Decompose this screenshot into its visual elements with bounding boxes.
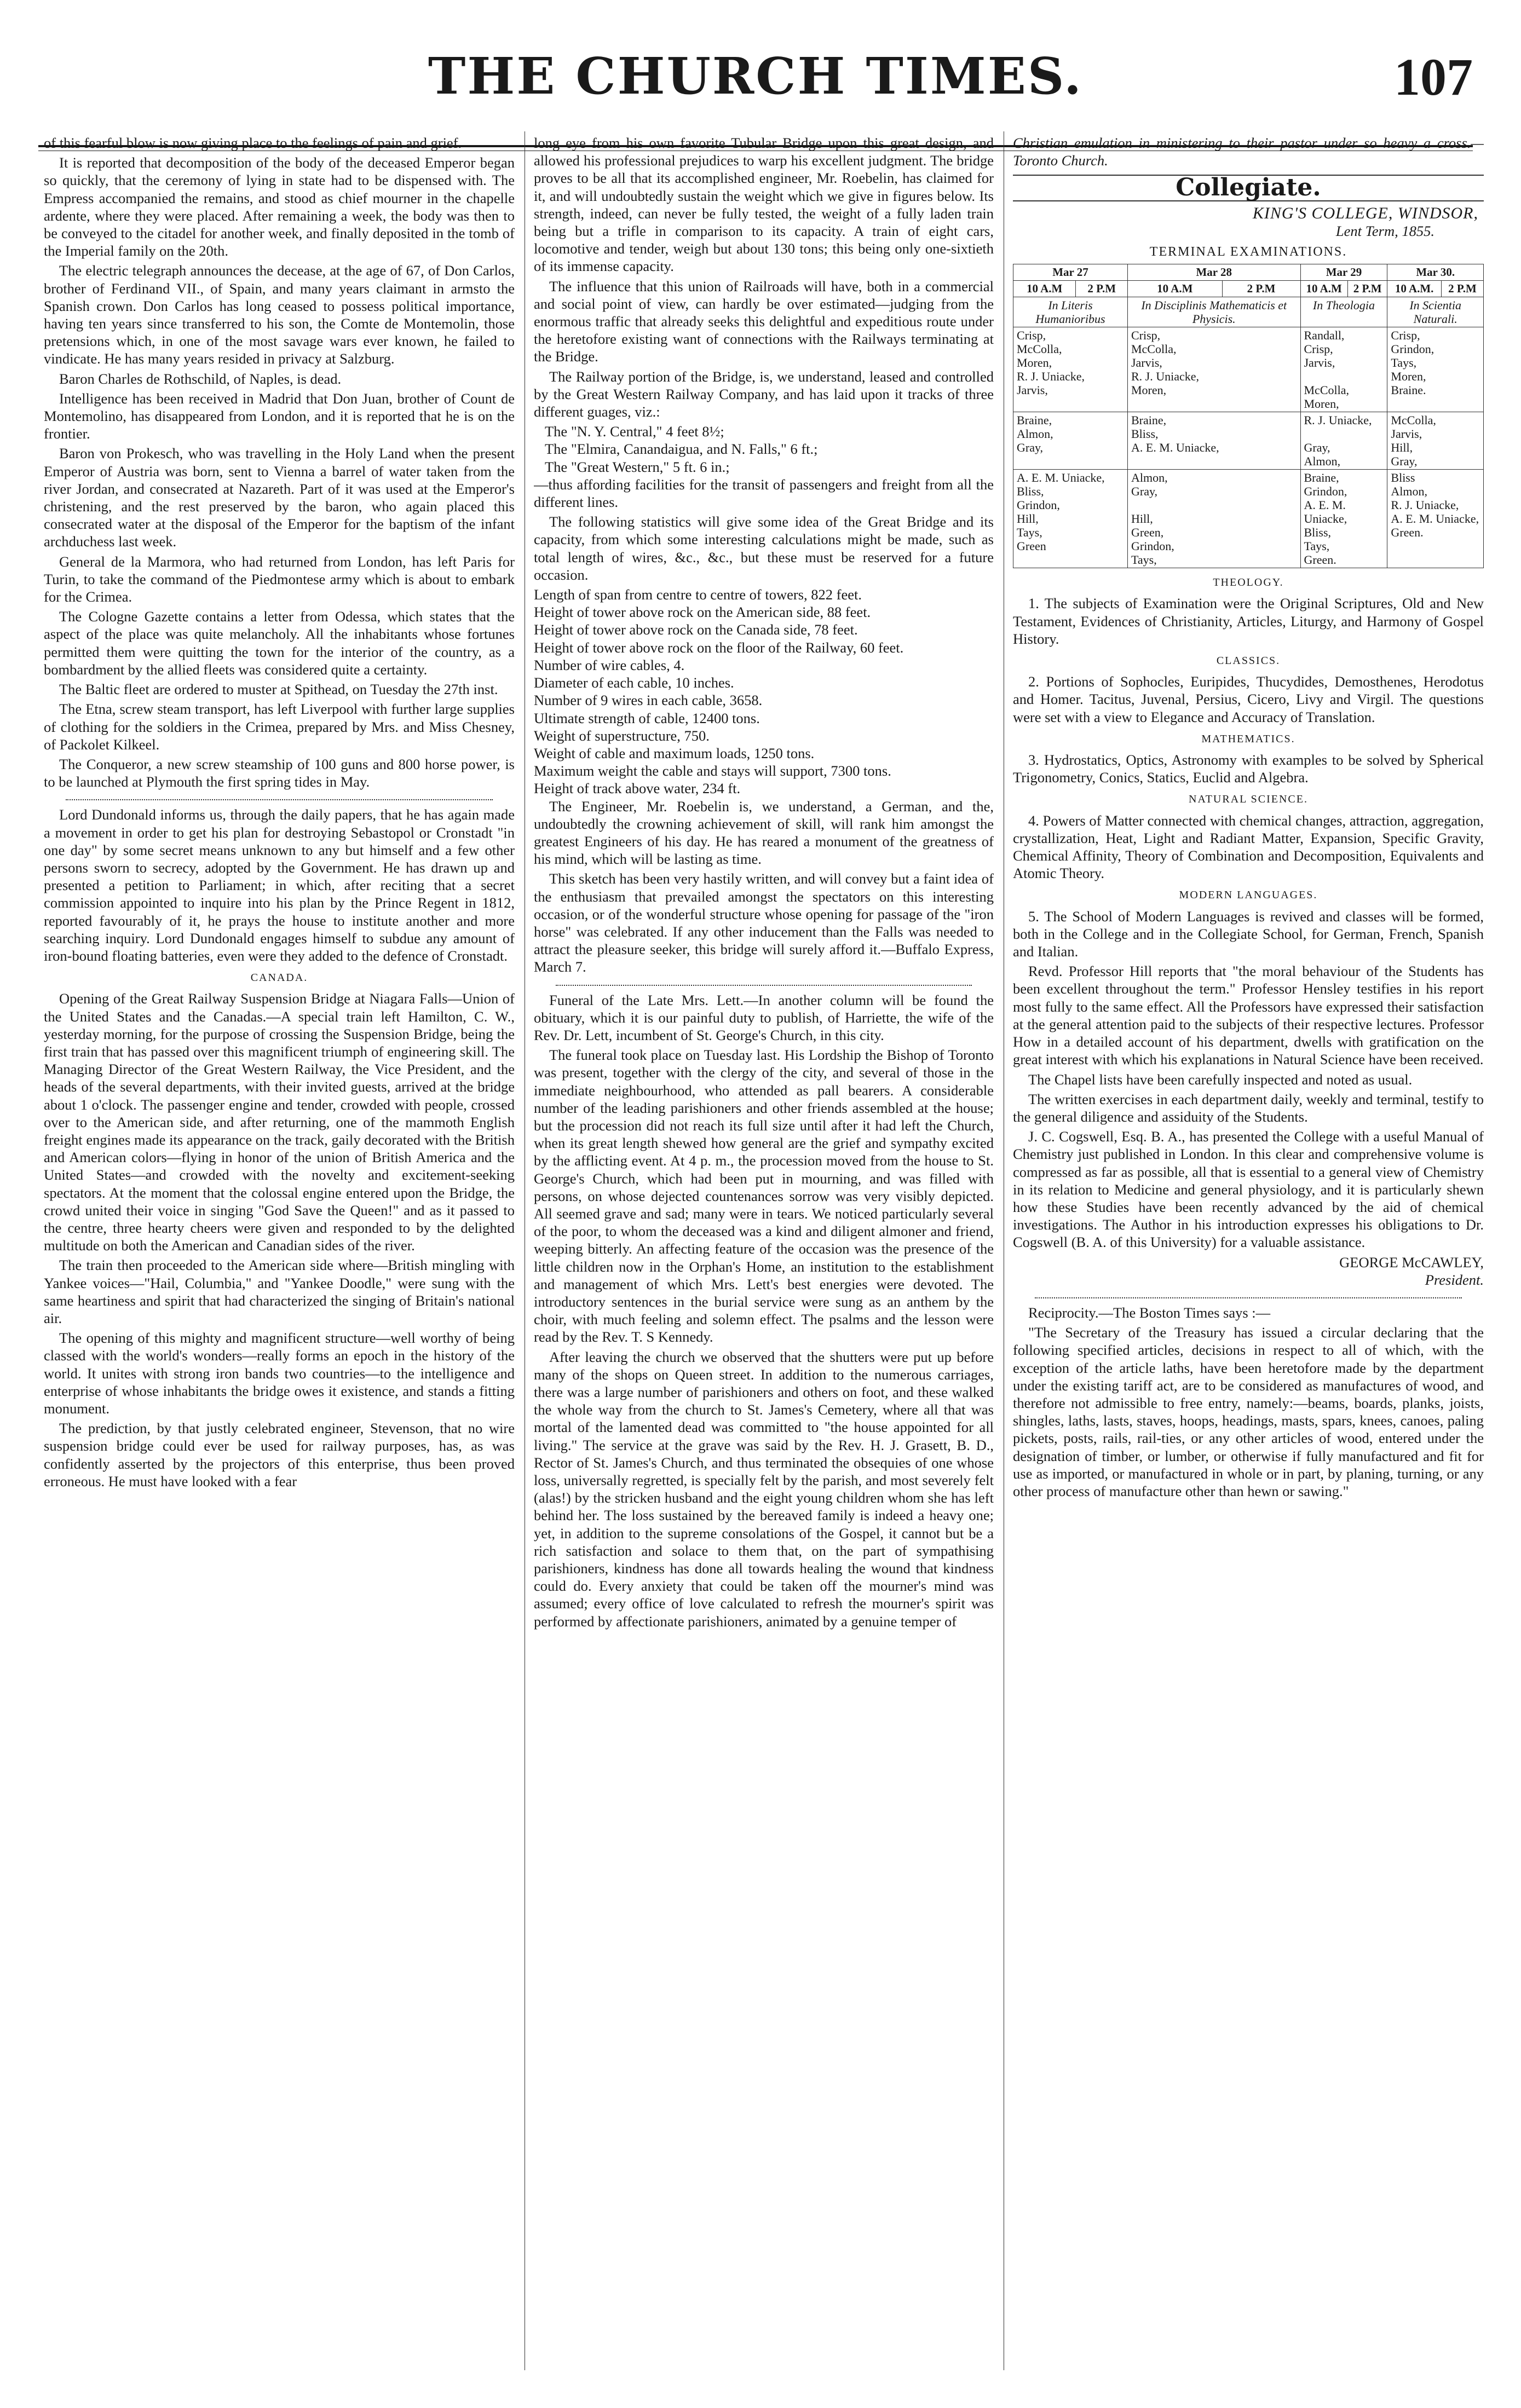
- student-name: Tays,: [1017, 526, 1042, 540]
- article-text: Christian emulation in ministering to their pastor under so heavy a cross.—Toronto Church.: [1013, 135, 1484, 169]
- article-separator: [66, 794, 493, 800]
- student-name: McColla,: [1304, 383, 1349, 397]
- section-heading: MODERN LANGUAGES.: [1179, 889, 1318, 902]
- student-name: R. J. Uniacke,: [1017, 369, 1085, 384]
- article-text: Number of wire cables, 4.: [534, 656, 685, 673]
- student-name: Bliss,: [1131, 427, 1159, 441]
- article-text: It is reported that decomposition of the body of the deceased Emperor began so quickly, that the ceremony of lying in state had to be dispensed with. The Empress accompanied the remains, and stood as chief mourner in the chapelle ardente, where they were placed. After remaining a week, the body was then to be conveyed to the citadel for another week, and finally deposited in the tomb of the Imperial family on the 20th.: [44, 154, 515, 259]
- article-text: President.: [1425, 1271, 1484, 1288]
- article-text: of this fearful blow is now giving place to the feelings of pain and grief.: [44, 135, 462, 151]
- student-name: R. J. Uniacke,: [1131, 369, 1200, 384]
- student-name: Bliss: [1391, 471, 1415, 485]
- article-text: Maximum weight the cable and stays will support, 7300 tons.: [534, 763, 891, 779]
- table-subject-cell: In Disciplinis Mathematicis et Physicis.: [1127, 297, 1300, 327]
- table-subject-cell: In Theologia: [1300, 297, 1387, 327]
- article-text: Lord Dundonald informs us, through the daily papers, that he has again made a movement in order to get his plan for destroying Sebastopol or Cronstadt "in one day" by some secret means unknown to any but himself and a few other persons sworn to secrecy, adopted by the Government. He has drawn up and presented a petition to Parliament; in which, after reciting that a secret commission appointed to inquire into his plan by the Prince Regent in 1812, reported favourably of it, he prays the house to institute another and more searching inquiry. Lord Dundonald engages himself to subdue any amount of iron-bound floating batteries, even were they added to the defence of Cronstadt.: [44, 806, 515, 964]
- article-text: The funeral took place on Tuesday last. His Lordship the Bishop of Toronto was present, together with the clergy of the city, and several of those in the immediate neighbourhood, who attended as pall bearers. A considerable number of the leading parishioners and other friends assembled at the house; but the procession did not reach its full size until after it had left the Church, when its great length shewed how general are the grief and sympathy excited by the afflicting event. At 4 p. m., the procession moved from the house to St. George's Church, which had been put in mourning, and was filled with persons, on whose dejected countenances sorrow was very visibly depicted. All seemed grave and sad; many were in tears. We noticed particularly several of the poor, to whom the deceased was a kind and diligent almoner and friend, weeping bitterly. An affecting feature of the occasion was the presence of the little children now in the Orphan's Home, an institution to the establishment and management of which Mrs. Lett's best energies were devoted. The introductory sentences in the burial service were sung as an anthem by the choir, with much feeling and solemn effect. The psalms and the lesson were read by the Rev. T. S Kennedy.: [534, 1047, 994, 1346]
- student-name: Braine,: [1017, 413, 1052, 428]
- table-date-cell: Mar 30.: [1387, 264, 1484, 281]
- student-name: McColla,: [1017, 342, 1062, 356]
- article-text: Height of tower above rock on the floor of the Railway, 60 feet.: [534, 639, 904, 656]
- student-name: Gray,: [1391, 454, 1418, 469]
- college-name: KING'S COLLEGE, WINDSOR,: [1252, 204, 1478, 222]
- student-name: Grindon,: [1017, 498, 1060, 512]
- student-name: Crisp,: [1017, 328, 1046, 343]
- section-heading: THEOLOGY.: [1213, 576, 1284, 589]
- student-name: Moren,: [1017, 356, 1052, 370]
- student-name: Green,: [1131, 526, 1164, 540]
- student-name: Grindon,: [1131, 539, 1174, 553]
- article-text: The train then proceeded to the American side where—British mingling with Yankee voices—"Hail, Columbia," and "Yankee Doodle," were sung with the same heartiness and spirit that had characterized the singing of Britain's national air.: [44, 1257, 515, 1326]
- article-text: The prediction, by that justly celebrated engineer, Stevenson, that no wire suspension bridge could ever be used for railway purposes, has, as was confidently asserted by the projectors of this enterprise, thus been proved erroneous. He must have looked with a fear: [44, 1420, 515, 1489]
- table-time-cell: 10 A.M.: [1387, 281, 1441, 297]
- student-name: Bliss,: [1304, 526, 1332, 540]
- student-name: Gray,: [1017, 441, 1044, 455]
- article-text: 1. The subjects of Examination were the Original Scriptures, Old and New Testament, Evidences of Christianity, Articles, Liturgy, and Harmony of Gospel History.: [1013, 595, 1484, 647]
- article-text: Ultimate strength of cable, 12400 tons.: [534, 709, 760, 726]
- table-subject-cell: In Literis Humanioribus: [1013, 297, 1128, 327]
- article-text: J. C. Cogswell, Esq. B. A., has presented the College with a useful Manual of Chemistry just published in London. In this clear and comprehensive volume is compressed as far as possible, all that is essential to a general view of Chemistry in its relation to Medicine and general physiology, and it is particularly shewn how these Studies have been recently advanced by the aid of chemical investigations. The Author in his introduction expresses his obligations to Dr. Cogswell (B. A. of this University) for a valuable assistance.: [1013, 1128, 1484, 1251]
- student-name: Almon,: [1017, 427, 1053, 441]
- section-heading: CANADA.: [250, 972, 308, 984]
- table-row: [1013, 412, 1484, 470]
- student-name: [1304, 369, 1384, 383]
- student-name: Moren,: [1391, 369, 1426, 384]
- table-date-cell: Mar 29: [1300, 264, 1387, 281]
- article-text: The Etna, screw steam transport, has left Liverpool with further large supplies of clothing for the soldiers in the Crimea, prepared by Mrs. and Miss Chesney, of Packolet Kilkeel.: [44, 701, 515, 753]
- article-text: long eye from his own favorite Tubular Bridge upon this great design, and allowed his professional prejudices to warp his excellent judgment. The bridge proves to be all that its accomplished engineer, Mr. Roebelin, has claimed for it, and will undoubtedly sustain the weight which we give in figures below. Its strength, indeed, can never be fully tested, the weight of a fully laden train being but a trifle in comparison to its capacity. A train of eight cars, locomotive and tender, weigh but about 130 tons; this being only one-sixtieth of its immense capacity.: [534, 135, 994, 275]
- article-text: The Baltic fleet are ordered to muster at Spithead, on Tuesday the 27th inst.: [59, 681, 498, 698]
- student-name: Crisp,: [1391, 328, 1420, 343]
- student-name: Tays,: [1304, 539, 1330, 553]
- table-time-cell: 2 P.M: [1347, 281, 1387, 297]
- student-name: Green.: [1304, 553, 1336, 567]
- article-text: Baron von Prokesch, who was travelling in the Holy Land when the present Emperor of Austria was born, sent to Vienna a barrel of water taken from the river Jordan, and consecrated at Nazareth. Part of it was used at the Emperor's christening, and the rest preserved by the baron, who again placed this consecrated water at the disposal of the Emperor for the baptism of the infant archduchess last week.: [44, 445, 515, 550]
- exam-groups: [1013, 327, 1484, 568]
- article-text: 4. Powers of Matter connected with chemical changes, attraction, aggregation, crystallization, Heat, Light and Radiant Matter, Expansion, Specific Gravity, Chemical Affinity, Theory of Combination and Decomposition, Equivalents and Atomic Theory.: [1013, 812, 1484, 882]
- table-date-cell: Mar 28: [1127, 264, 1300, 281]
- article-text: This sketch has been very hastily written, and will convey but a faint idea of the enthusiasm that prevailed amongst the spectators on this interesting occasion, or of the wonderful structure whose opening for passage of the "iron horse" was celebrated. If any other inducement than the Falls was needed to attract the pleasure seeker, this bridge will surely afford it.—Buffalo Express, March 7.: [534, 870, 994, 975]
- article-text: Height of tower above rock on the American side, 88 feet.: [534, 604, 871, 621]
- student-name: Hill,: [1017, 512, 1039, 526]
- student-name: A. E. M. Uniacke,: [1304, 498, 1347, 526]
- article-text: —thus affording facilities for the transit of passengers and freight from all the different lines.: [534, 476, 994, 511]
- student-name: Crisp,: [1304, 342, 1333, 356]
- article-text: The written exercises in each department daily, weekly and terminal, testify to the general diligence and assiduity of the Students.: [1013, 1090, 1484, 1125]
- article-text: General de la Marmora, who had returned from London, has left Paris for Turin, to take the command of the Piedmontese army which is about to embark for the Crimea.: [44, 553, 515, 605]
- article-separator: [556, 979, 972, 986]
- student-name: R. J. Uniacke,: [1304, 413, 1372, 428]
- article-text: Diameter of each cable, 10 inches.: [534, 674, 734, 691]
- table-cell: [1387, 327, 1484, 412]
- article-text: Revd. Professor Hill reports that "the moral behaviour of the Students has been excellent throughout the term." Professor Hensley testifies in his report most fully to the same effect. All the Professors have expressed their satisfaction at the general attention paid to the subjects of their respective lectures. Professor How in a detailed account of his department, dwells with gratification on the great interest with which his explanations in Natural Science have been received.: [1013, 963, 1484, 1068]
- article-text: The electric telegraph announces the decease, at the age of 67, of Don Carlos, brother of Ferdinand VII., of Spain, and many years claimant in armsto the Spanish crown. Don Carlos has long ceased to possess political importance, having ten years since transferred to his son, the Comte de Montemolin, those pretensions which, in one of the most savage wars ever known, he failed to vindicate. He has many years resided in privacy at Salzburg.: [44, 262, 515, 367]
- student-name: Hill,: [1131, 512, 1153, 526]
- student-name: Braine,: [1304, 471, 1339, 485]
- article-text: Height of tower above rock on the Canada side, 78 feet.: [534, 621, 858, 638]
- column-2: [534, 134, 994, 2367]
- article-separator: [1035, 1292, 1462, 1298]
- student-name: Gray,: [1304, 441, 1330, 455]
- section-heading: NATURAL SCIENCE.: [1189, 793, 1308, 806]
- student-name: Braine.: [1391, 383, 1426, 397]
- article-text: Opening of the Great Railway Suspension Bridge at Niagara Falls—Union of the United States and the Canadas.—A special train left Hamilton, C. W., yesterday morning, for the purpose of crossing the Suspension Bridge, being the first train that has passed over this magnificent triumph of engineering skill. The Managing Director of the Great Western Railway, the Vice President, and the heads of the several departments, with their invited guests, arrived at the bridge about 1 o'clock. The passenger engine and tender, crowded with people, crossed over to the American side, and after returning, one of the mammoth English freight engines made its appearance on the track, gaily decorated with the British and American colors—flying in honor of the union of British America and the United States—and crowded with the novelty and excitement-seeking spectators. At the moment that the colossal engine entered upon the Bridge, the crowd united their voice in singing "God Save the Queen!" and as it passed to the centre, three hearty cheers were given and responded to by the delighted multitude on both the American and Canadian sides of the river.: [44, 990, 515, 1254]
- table-cell: [1013, 412, 1128, 470]
- table-cell: [1127, 470, 1300, 568]
- table-subject-cell: In Scientia Naturali.: [1387, 297, 1484, 327]
- student-name: Grindon,: [1391, 342, 1434, 356]
- article-text: Funeral of the Late Mrs. Lett.—In another column will be found the obituary, which it is our painful duty to publish, of Harriette, the wife of the Rev. Dr. Lett, incumbent of St. George's Church, in this city.: [534, 991, 994, 1043]
- table-cell: [1387, 470, 1484, 568]
- article-text: The "Great Western," 5 ft. 6 in.;: [545, 458, 730, 475]
- table-cell: [1013, 327, 1128, 412]
- article-text: Weight of superstructure, 750.: [534, 727, 710, 744]
- section-heading: MATHEMATICS.: [1201, 732, 1295, 745]
- article-text: The "Elmira, Canandaigua, and N. Falls," 6 ft.;: [545, 441, 818, 458]
- article-text: The Railway portion of the Bridge, is, we understand, leased and controlled by the Great Western Railway Company, and has laid upon it tracks of three different guages, viz.:: [534, 368, 994, 420]
- student-name: A. E. M. Uniacke,: [1391, 512, 1479, 526]
- student-name: Almon,: [1131, 471, 1168, 485]
- article-text: 3. Hydrostatics, Optics, Astronomy with examples to be solved by Spherical Trigonometry, Conics, Statics, Euclid and Algebra.: [1013, 752, 1484, 786]
- student-name: A. E. M. Uniacke,: [1131, 441, 1219, 455]
- student-name: [1304, 427, 1384, 441]
- student-name: Green: [1017, 539, 1046, 553]
- student-name: A. E. M. Uniacke,: [1017, 471, 1105, 485]
- article-text: Reciprocity.—The Boston Times says :—: [1028, 1304, 1271, 1321]
- table-time-cell: 10 A.M: [1127, 281, 1222, 297]
- masthead: [38, 47, 1473, 123]
- student-name: Jarvis,: [1391, 427, 1422, 441]
- student-name: McColla,: [1391, 413, 1436, 428]
- student-name: R. J. Uniacke,: [1391, 498, 1459, 512]
- table-time-cell: 2 P.M: [1441, 281, 1483, 297]
- student-name: Moren,: [1304, 397, 1339, 411]
- exam-heading: TERMINAL EXAMINATIONS.: [1149, 245, 1347, 259]
- article-text: "The Secretary of the Treasury has issued a circular declaring that the following specified articles, decisions in respect to all of which, with the exception of the article laths, have been heretofore made by the department under the existing tariff act, are to be considered as manufactures of wood, and therefore not admissible to free entry, namely:—beams, boards, planks, joists, shingles, laths, lasts, staves, hoops, headings, masts, spars, knees, canoes, paling pickets, posts, rails, rail-ties, or any other articles of wood, entered under the designation of timber, or lumber, or otherwise if fully manufactured and fit for use as imported, or manufactured in whole or in part, by planing, turning, or any other process of manufacture other than hewn or sawing.": [1013, 1324, 1484, 1499]
- table-cell: [1387, 412, 1484, 470]
- table-cell: [1127, 412, 1300, 470]
- student-name: Randall,: [1304, 328, 1345, 343]
- section-heading: CLASSICS.: [1216, 655, 1281, 667]
- student-name: Hill,: [1391, 441, 1413, 455]
- article-text: Baron Charles de Rothschild, of Naples, is dead.: [59, 370, 342, 387]
- table-row: [1013, 327, 1484, 412]
- table-cell: [1013, 470, 1128, 568]
- table-date-cell: Mar 27: [1013, 264, 1128, 281]
- student-name: Green.: [1391, 526, 1424, 540]
- article-text: Weight of cable and maximum loads, 1250 tons.: [534, 744, 815, 761]
- exam-schedule-table: [1013, 264, 1484, 568]
- newspaper-title: THE CHURCH TIMES.: [428, 47, 1084, 106]
- table-time-cell: 10 A.M: [1300, 281, 1347, 297]
- article-text: The opening of this mighty and magnificent structure—well worthy of being classed with the world's wonders—really forms an epoch in the history of the world. It unites with strong iron bands two countries—to the intelligence and enterprise of whose inhabitants the bridge owes it existence, and stands a fitting monument.: [44, 1330, 515, 1417]
- student-name: Almon,: [1391, 484, 1428, 499]
- column-3-articles: [1013, 574, 1484, 1500]
- table-time-cell: 2 P.M: [1222, 281, 1300, 297]
- student-name: Moren,: [1131, 383, 1167, 397]
- student-name: Jarvis,: [1131, 356, 1162, 370]
- article-text: The Engineer, Mr. Roebelin is, we understand, a German, and the, undoubtedly the crowning achievement of skill, will rank him amongst the greatest Engineers of his day. He has reared a monument of the greatness of his mind, which will be lasting as time.: [534, 798, 994, 868]
- article-text: The Conqueror, a new screw steamship of 100 guns and 800 horse power, is to be launched at Plymouth the first spring tides in May.: [44, 755, 515, 790]
- article-text: The Cologne Gazette contains a letter from Odessa, which states that the aspect of the place was quite melancholy. All the inhabitants whose fortunes permitted them were quitting the town for the interior of the country, as a bombardment by the allied fleets was considered quite a certainty.: [44, 608, 515, 678]
- article-text: 2. Portions of Sophocles, Euripides, Thucydides, Demosthenes, Herodotus and Homer. Tacitus, Juvenal, Persius, Cicero, Livy and Virgil. The questions were set with a view to Elegance and Accuracy of Translation.: [1013, 673, 1484, 725]
- term-label: Lent Term, 1855.: [1335, 222, 1434, 239]
- student-name: Tays,: [1391, 356, 1417, 370]
- table-cell: [1300, 470, 1387, 568]
- table-cell: [1300, 327, 1387, 412]
- article-text: The "N. Y. Central," 4 feet 8½;: [545, 423, 724, 440]
- article-text: GEORGE McCAWLEY,: [1339, 1254, 1484, 1271]
- table-row: [1013, 470, 1484, 568]
- table-cell: [1300, 412, 1387, 470]
- article-text: 5. The School of Modern Languages is revived and classes will be formed, both in the College and in the Collegiate School, for German, French, Spanish and Italian.: [1013, 908, 1484, 960]
- student-name: Gray,: [1131, 484, 1158, 499]
- article-text: The Chapel lists have been carefully inspected and noted as usual.: [1028, 1071, 1413, 1088]
- page-number: 107: [1394, 48, 1473, 106]
- article-text: Number of 9 wires in each cable, 3658.: [534, 692, 763, 709]
- table-cell: [1127, 327, 1300, 412]
- table-time-cell: 2 P.M: [1076, 281, 1128, 297]
- student-name: Crisp,: [1131, 328, 1161, 343]
- article-text: The influence that this union of Railroads will have, both in a commercial and social point of view, can hardly be over estimated—judging from the enormous traffic that already seeks this delightful and expeditious route under the heretofore existing want of connections with the Railways terminating at the Bridge.: [534, 278, 994, 365]
- student-name: Jarvis,: [1017, 383, 1048, 397]
- column-3: [1013, 134, 1484, 2367]
- student-name: Bliss,: [1017, 484, 1044, 499]
- section-heading-collegiate: Collegiate.: [1013, 175, 1484, 201]
- student-name: Jarvis,: [1304, 356, 1335, 370]
- article-text: Intelligence has been received in Madrid that Don Juan, brother of Count de Montemolino, has disappeared from London, and it is reported that he is on the frontier.: [44, 390, 515, 442]
- student-name: [1131, 498, 1297, 512]
- student-name: McColla,: [1131, 342, 1177, 356]
- article-text: Height of track above water, 234 ft.: [534, 780, 741, 797]
- column-1: [44, 134, 515, 2367]
- student-name: Almon,: [1304, 454, 1341, 469]
- student-name: Tays,: [1131, 553, 1157, 567]
- student-name: Grindon,: [1304, 484, 1347, 499]
- article-text: After leaving the church we observed that the shutters were put up before many of the shops on Queen street. In addition to the numerous carriages, there was a large number of parishioners and others on foot, and these walked the whole way from the church to St. James's Cemetery, where all that was mortal of the lamented dead was committed to "the house appointed for all living." The service at the grave was said by the Rev. H. J. Grasett, B. D., Rector of St. James's Church, and thus terminated the obsequies of one whose loss, universally regretted, is specially felt by the parish, and most severely felt (alas!) by the stricken husband and the eight young children whom she has left behind her. The loss sustained by the bereaved family is indeed a heavy one; yet, in addition to the supreme consolations of the Gospel, it cannot but be a rich satisfaction and solace to them that, on the part of sympathising parishioners, kindness has done all towards healing the wound that kindness could do. Every anxiety that could be taken off the mourner's mind was assumed; every office of love calculated to refresh the mourner's spirit was performed by affectionate parishioners, animated by a genuine temper of: [534, 1348, 994, 1630]
- article-text: Length of span from centre to centre of towers, 822 feet.: [534, 586, 862, 603]
- table-time-cell: 10 A.M: [1013, 281, 1076, 297]
- article-text: The following statistics will give some idea of the Great Bridge and its capacity, from which some interesting calculations might be made, such as total length of wires, &c., &c., but these must be reserved for a future occasion.: [534, 513, 994, 583]
- student-name: Braine,: [1131, 413, 1167, 428]
